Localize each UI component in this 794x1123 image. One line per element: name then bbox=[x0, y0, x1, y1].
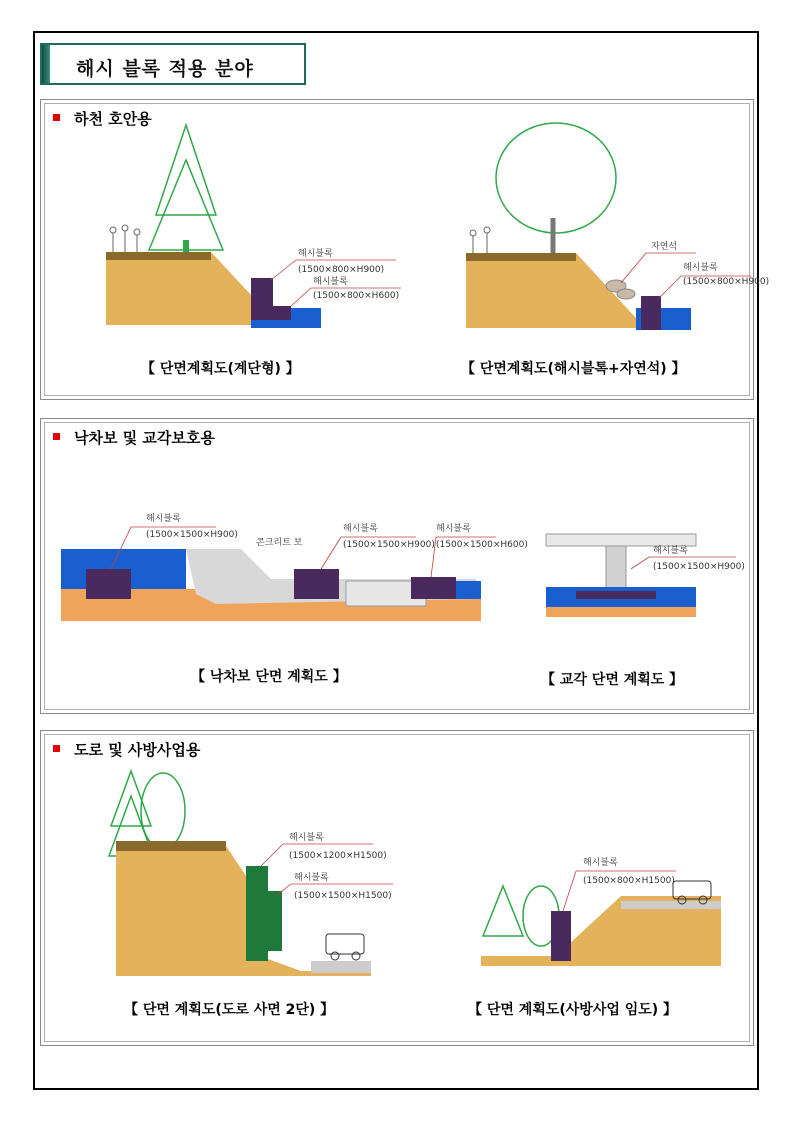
label-block-size: (1500×1500×H900) bbox=[343, 540, 435, 550]
tree-icon bbox=[149, 125, 223, 265]
section-weir-pier bbox=[40, 418, 754, 714]
bullet-icon bbox=[53, 433, 60, 440]
figure-caption: 【 단면 계획도(사방사업 임도) 】 bbox=[468, 1002, 678, 1018]
hash-block bbox=[268, 891, 282, 951]
hash-block bbox=[551, 911, 571, 961]
figure-caption: 【 단면계획도(계단형) 】 bbox=[141, 361, 300, 377]
label-block-name: 해시블록 bbox=[653, 546, 688, 556]
figure-caption: 【 단면계획도(해시블톡+자연석) 】 bbox=[461, 361, 686, 377]
label-block-name: 해시블록 bbox=[146, 514, 181, 524]
figure-stepped-section bbox=[101, 120, 401, 335]
section-heading: 도로 및 사방사업용 bbox=[53, 739, 200, 760]
label-block-name: 해시블록 bbox=[289, 833, 324, 843]
label-block-name: 해시블록 bbox=[583, 858, 618, 868]
people-icon bbox=[470, 227, 490, 253]
label-block-name: 해시블록 bbox=[294, 873, 329, 883]
hash-block bbox=[641, 296, 661, 330]
title-accent-bar bbox=[42, 45, 50, 83]
people-icon bbox=[110, 225, 140, 252]
figure-erosion-road-section bbox=[471, 851, 731, 976]
page-title-box bbox=[40, 43, 306, 85]
label-block-size: (1500×800×H900) bbox=[683, 277, 770, 287]
figure-weir-section bbox=[56, 509, 528, 629]
bullet-icon bbox=[53, 745, 60, 752]
figure-road-slope-section bbox=[111, 766, 411, 981]
label-block-name: 해시블록 bbox=[298, 249, 333, 259]
hash-block bbox=[576, 591, 656, 599]
label-concrete: 콘크리트 보 bbox=[256, 538, 303, 548]
label-block-size: (1500×1500×H1500) bbox=[294, 891, 392, 901]
label-block-name: 해시블록 bbox=[343, 524, 378, 534]
car-icon bbox=[326, 934, 364, 960]
figure-caption: 【 단면 계획도(도로 사면 2단) 】 bbox=[124, 1002, 335, 1018]
section-road-erosion bbox=[40, 730, 754, 1046]
road bbox=[311, 961, 371, 973]
hash-block bbox=[251, 278, 291, 320]
soil-bank bbox=[116, 846, 371, 976]
soil-bank bbox=[106, 252, 251, 325]
soil bbox=[546, 607, 696, 617]
label-block-size: (1500×1500×H600) bbox=[436, 540, 528, 550]
bridge-pier bbox=[606, 546, 626, 591]
section-heading: 낙차보 및 교각보호용 bbox=[53, 427, 215, 448]
section-heading: 하천 호안용 bbox=[53, 108, 152, 129]
tree-icon bbox=[483, 886, 559, 946]
label-stone: 자연석 bbox=[651, 242, 678, 252]
label-block-size: (1500×800×H600) bbox=[313, 291, 400, 301]
label-block-size: (1500×800×H900) bbox=[298, 265, 385, 275]
label-block-size: (1500×1200×H1500) bbox=[289, 851, 387, 861]
figure-caption: 【 낙차보 단면 계획도 】 bbox=[191, 669, 347, 685]
figure-caption: 【 교각 단면 계획도 】 bbox=[541, 672, 684, 688]
tree-icon bbox=[496, 123, 616, 258]
bridge-deck bbox=[546, 534, 696, 546]
label-block-name: 해시블록 bbox=[436, 524, 471, 534]
bullet-icon bbox=[53, 114, 60, 121]
figure-pier-section bbox=[541, 529, 745, 619]
label-block-size: (1500×800×H1500) bbox=[583, 876, 675, 886]
label-block-name: 해시블록 bbox=[313, 277, 348, 287]
label-block-size: (1500×1500×H900) bbox=[146, 530, 238, 540]
label-block-name: 해시블록 bbox=[683, 263, 718, 273]
page-title: 해시 블록 적용 분야 bbox=[76, 58, 254, 80]
figure-block-stone-section bbox=[461, 118, 770, 338]
section-river bbox=[40, 99, 770, 400]
hash-block bbox=[246, 866, 268, 961]
label-block-size: (1500×1500×H900) bbox=[653, 562, 745, 572]
